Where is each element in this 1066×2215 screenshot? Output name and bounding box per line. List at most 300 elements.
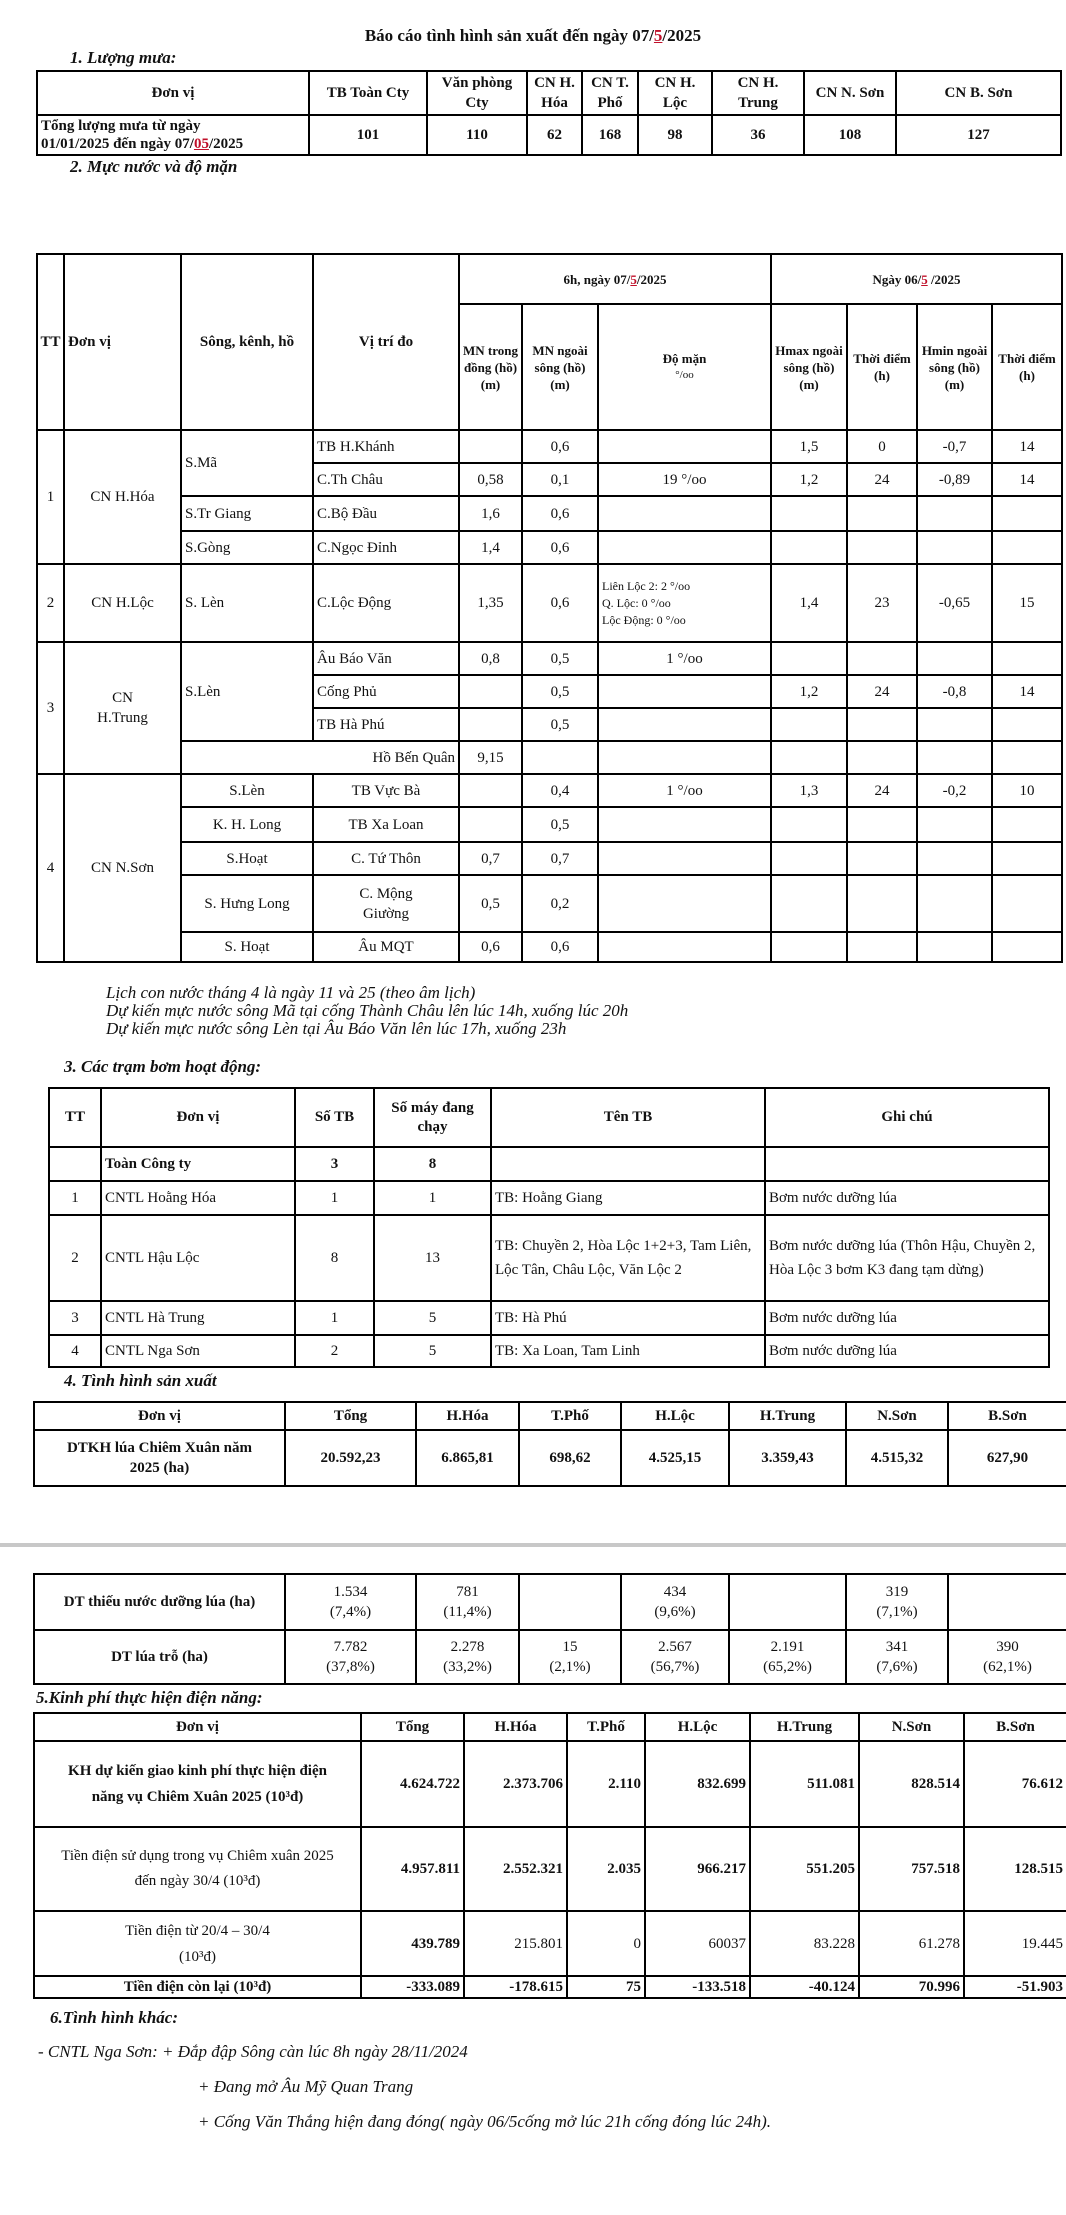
group2-month: 5 bbox=[921, 271, 928, 287]
row-label-line2 bbox=[41, 135, 305, 153]
salinity: 1 °/oo bbox=[598, 642, 771, 675]
count: 8 bbox=[295, 1215, 374, 1301]
pumps-table bbox=[48, 1087, 1050, 1368]
time2 bbox=[992, 932, 1062, 962]
value: 966.217 bbox=[645, 1827, 750, 1911]
hmax bbox=[771, 875, 847, 932]
mn-out: 0,5 bbox=[522, 642, 598, 675]
location: Âu Báo Văn bbox=[313, 642, 459, 675]
mn-out: 0,6 bbox=[522, 496, 598, 531]
mn-in: 0,6 bbox=[459, 932, 522, 962]
plan-value: 698,62 bbox=[519, 1430, 621, 1486]
header-time1: Thời điểm (h) bbox=[847, 304, 917, 430]
time2: 14 bbox=[992, 675, 1062, 708]
time2 bbox=[992, 708, 1062, 741]
time1 bbox=[847, 932, 917, 962]
header-hmax: Hmax ngoài sông (hồ) (m) bbox=[771, 304, 847, 430]
time2 bbox=[992, 807, 1062, 842]
names: TB: Hoằng Giang bbox=[491, 1181, 765, 1215]
table-row bbox=[49, 1335, 1049, 1367]
location: Cống Phủ bbox=[313, 675, 459, 708]
header-tt: TT bbox=[37, 254, 64, 430]
location: Âu MQT bbox=[313, 932, 459, 962]
value: 76.612 bbox=[964, 1741, 1066, 1827]
value: 4.957.811 bbox=[361, 1827, 464, 1911]
time2 bbox=[992, 842, 1062, 875]
mn-out: 0,5 bbox=[522, 708, 598, 741]
value: 439.789 bbox=[361, 1911, 464, 1976]
tt: 1 bbox=[49, 1181, 101, 1215]
hmax bbox=[771, 708, 847, 741]
table-row bbox=[37, 875, 1062, 932]
header-col: N.Sơn bbox=[846, 1402, 948, 1430]
plan-value: 20.592,23 bbox=[285, 1430, 416, 1486]
river: K. H. Long bbox=[181, 807, 313, 842]
title-month: 5 bbox=[653, 26, 663, 45]
title-suffix: /2025 bbox=[662, 26, 702, 45]
mn-in: 1,4 bbox=[459, 531, 522, 564]
hmin bbox=[917, 932, 992, 962]
value: 128.515 bbox=[964, 1827, 1066, 1911]
time1 bbox=[847, 642, 917, 675]
header-location: Vị trí đo bbox=[313, 254, 459, 430]
value: 781 bbox=[456, 1584, 479, 1600]
table-row bbox=[37, 807, 1062, 842]
table-row bbox=[34, 1574, 1066, 1630]
time1 bbox=[847, 741, 917, 774]
rainfall-value: 108 bbox=[804, 115, 896, 155]
running: 13 bbox=[374, 1215, 491, 1301]
plan-value: 6.865,81 bbox=[416, 1430, 519, 1486]
percent: (37,8%) bbox=[326, 1659, 375, 1675]
time1 bbox=[847, 531, 917, 564]
rainfall-value: 36 bbox=[712, 115, 804, 155]
table-row bbox=[34, 1911, 1066, 1976]
value: 2.035 bbox=[567, 1827, 645, 1911]
percent: (65,2%) bbox=[763, 1659, 812, 1675]
group1-month: 5 bbox=[630, 271, 637, 287]
group-tt: 1 bbox=[37, 430, 64, 564]
hmax bbox=[771, 741, 847, 774]
value: 15 bbox=[562, 1639, 578, 1655]
heading-cell bbox=[519, 1630, 621, 1684]
percent: (9,6%) bbox=[654, 1604, 696, 1620]
river: S.Mã bbox=[181, 430, 313, 496]
percent: (2,1%) bbox=[549, 1659, 591, 1675]
location: TB Vực Bà bbox=[313, 774, 459, 807]
note: Bơm nước dưỡng lúa bbox=[765, 1335, 1049, 1367]
heading-cell bbox=[948, 1630, 1066, 1684]
row-label: Tiền điện sử dụng trong vụ Chiêm xuân 2025 đến ngày 30/4 (10³đ) bbox=[34, 1827, 361, 1911]
heading-cell bbox=[846, 1630, 948, 1684]
value: 390 bbox=[996, 1639, 1019, 1655]
time2 bbox=[992, 642, 1062, 675]
header-time2: Thời điểm (h) bbox=[992, 304, 1062, 430]
hmax: 1,4 bbox=[771, 564, 847, 642]
heading-cell bbox=[621, 1630, 729, 1684]
names bbox=[491, 1147, 765, 1181]
header-hmin: Hmin ngoài sông (hồ) (m) bbox=[917, 304, 992, 430]
header-col: B.Sơn bbox=[948, 1402, 1066, 1430]
value: 1.534 bbox=[333, 1584, 368, 1600]
percent: (56,7%) bbox=[650, 1659, 700, 1675]
salinity bbox=[598, 842, 771, 875]
header-col: CN H. Lộc bbox=[638, 71, 712, 115]
header-col: T.Phố bbox=[567, 1713, 645, 1741]
note-line: Dự kiến mực nước sông Lèn tại Âu Báo Văn lên lúc 17h, xuống 23h bbox=[106, 1019, 567, 1038]
header-col: TB Toàn Cty bbox=[309, 71, 427, 115]
mn-out: 0,6 bbox=[522, 564, 598, 642]
group-tt: 2 bbox=[37, 564, 64, 642]
header-unit: Đơn vị bbox=[37, 71, 309, 115]
header-col: H.Trung bbox=[750, 1713, 859, 1741]
salinity-line: Q. Lộc: 0 °/oo bbox=[602, 595, 671, 610]
table-row bbox=[37, 642, 1062, 675]
value: -51.903 bbox=[964, 1976, 1066, 1998]
header-tt: TT bbox=[49, 1088, 101, 1147]
salinity-unit: °/oo bbox=[675, 369, 694, 381]
value: 2.110 bbox=[567, 1741, 645, 1827]
hmin bbox=[917, 807, 992, 842]
mn-in: 1,35 bbox=[459, 564, 522, 642]
header-col: CN B. Sơn bbox=[896, 71, 1061, 115]
hmax bbox=[771, 531, 847, 564]
section-6-heading: 6.Tình hình khác: bbox=[50, 2008, 179, 2027]
plan-value: 4.525,15 bbox=[621, 1430, 729, 1486]
table-row bbox=[37, 774, 1062, 807]
header-col: T.Phố bbox=[519, 1402, 621, 1430]
hmin bbox=[917, 741, 992, 774]
hmax: 1,2 bbox=[771, 463, 847, 496]
running: 1 bbox=[374, 1181, 491, 1215]
value: 2.373.706 bbox=[464, 1741, 567, 1827]
header-col: Tổng bbox=[285, 1402, 416, 1430]
header-mn-in: MN trong đồng (hồ) (m) bbox=[459, 304, 522, 430]
value: -178.615 bbox=[464, 1976, 567, 1998]
value: 7.782 bbox=[333, 1639, 368, 1655]
hmax bbox=[771, 932, 847, 962]
group-unit: CN H.Hóa bbox=[64, 430, 181, 564]
header-col: H.Hóa bbox=[416, 1402, 519, 1430]
salinity bbox=[598, 430, 771, 463]
mn-in bbox=[459, 708, 522, 741]
header-unit: Đơn vị bbox=[34, 1402, 285, 1430]
mn-out bbox=[522, 741, 598, 774]
header-col: CN T. Phố bbox=[582, 71, 638, 115]
value: 70.996 bbox=[859, 1976, 964, 1998]
running: 8 bbox=[374, 1147, 491, 1181]
hmax bbox=[771, 807, 847, 842]
mn-in: 0,8 bbox=[459, 642, 522, 675]
plan-value: 627,90 bbox=[948, 1430, 1066, 1486]
salinity bbox=[598, 708, 771, 741]
salinity-line: Liên Lộc 2: 2 °/oo bbox=[602, 578, 691, 593]
salinity bbox=[598, 741, 771, 774]
mn-in bbox=[459, 807, 522, 842]
mn-in: 0,7 bbox=[459, 842, 522, 875]
hmin: -0,2 bbox=[917, 774, 992, 807]
header-col: H.Trung bbox=[729, 1402, 846, 1430]
tt: 3 bbox=[49, 1301, 101, 1335]
salinity bbox=[598, 875, 771, 932]
heading-label: DT lúa trỗ (ha) bbox=[34, 1630, 285, 1684]
mn-in bbox=[459, 675, 522, 708]
river: S. Lèn bbox=[181, 564, 313, 642]
value: 2.552.321 bbox=[464, 1827, 567, 1911]
running: 5 bbox=[374, 1335, 491, 1367]
row-label-line1: Tổng lượng mưa từ ngày bbox=[41, 118, 201, 134]
mn-in: 1,6 bbox=[459, 496, 522, 531]
row-label: KH dự kiến giao kinh phí thực hiện điện năng vụ Chiêm Xuân 2025 (10³đ) bbox=[34, 1741, 361, 1827]
mn-out: 0,7 bbox=[522, 842, 598, 875]
percent: (11,4%) bbox=[443, 1604, 492, 1620]
group-unit: CN H.Lộc bbox=[64, 564, 181, 642]
names: TB: Xa Loan, Tam Linh bbox=[491, 1335, 765, 1367]
shortage-cell bbox=[285, 1574, 416, 1630]
count: 3 bbox=[295, 1147, 374, 1181]
tt: 2 bbox=[49, 1215, 101, 1301]
header-col: Văn phòng Cty bbox=[427, 71, 527, 115]
unit: CNTL Hà Trung bbox=[101, 1301, 295, 1335]
running: 5 bbox=[374, 1301, 491, 1335]
header-col: H.Lộc bbox=[621, 1402, 729, 1430]
row-label-prefix: 01/01/2025 đến ngày 07/ bbox=[41, 136, 194, 152]
note: Bơm nước dưỡng lúa bbox=[765, 1301, 1049, 1335]
heading-cell bbox=[416, 1630, 519, 1684]
header-unit: Đơn vị bbox=[101, 1088, 295, 1147]
group-unit: CN N.Sơn bbox=[64, 774, 181, 962]
table-row bbox=[34, 1630, 1066, 1684]
note bbox=[765, 1147, 1049, 1181]
group2-suffix: /2025 bbox=[927, 271, 961, 287]
header-col: H.Lộc bbox=[645, 1713, 750, 1741]
value: 2.278 bbox=[450, 1639, 485, 1655]
names: TB: Hà Phú bbox=[491, 1301, 765, 1335]
hmax bbox=[771, 642, 847, 675]
time1: 24 bbox=[847, 675, 917, 708]
section-3-heading: 3. Các trạm bơm hoạt động: bbox=[64, 1057, 262, 1076]
table-row bbox=[37, 430, 1062, 463]
mn-in: 0,58 bbox=[459, 463, 522, 496]
salinity-line: Lộc Động: 0 °/oo bbox=[602, 612, 686, 627]
mn-out: 0,5 bbox=[522, 807, 598, 842]
header-count: Số TB bbox=[295, 1088, 374, 1147]
header-unit: Đơn vị bbox=[64, 254, 181, 430]
salinity: 19 °/oo bbox=[598, 463, 771, 496]
table-row bbox=[37, 842, 1062, 875]
rainfall-value: 127 bbox=[896, 115, 1061, 155]
header-col: CN H. Trung bbox=[712, 71, 804, 115]
location: C.Ngọc Đỉnh bbox=[313, 531, 459, 564]
time1: 24 bbox=[847, 463, 917, 496]
mn-out: 0,6 bbox=[522, 932, 598, 962]
location: TB Hà Phú bbox=[313, 708, 459, 741]
location: C. Tứ Thôn bbox=[313, 842, 459, 875]
hmax bbox=[771, 842, 847, 875]
section-4-heading: 4. Tình hình sản xuất bbox=[64, 1371, 217, 1390]
row-label: Tiền điện từ 20/4 – 30/4 (10³đ) bbox=[34, 1911, 361, 1976]
value: 75 bbox=[567, 1976, 645, 1998]
time1 bbox=[847, 807, 917, 842]
rainfall-value: 101 bbox=[309, 115, 427, 155]
tt bbox=[49, 1147, 101, 1181]
time2 bbox=[992, 531, 1062, 564]
shortage-cell bbox=[948, 1574, 1066, 1630]
shortage-cell bbox=[621, 1574, 729, 1630]
time2: 14 bbox=[992, 430, 1062, 463]
header-col: CN N. Sơn bbox=[804, 71, 896, 115]
salinity bbox=[598, 932, 771, 962]
hmin bbox=[917, 531, 992, 564]
note-line: Lịch con nước tháng 4 là ngày 11 và 25 (theo âm lịch) bbox=[106, 983, 476, 1002]
unit: CNTL Nga Sơn bbox=[101, 1335, 295, 1367]
value: 757.518 bbox=[859, 1827, 964, 1911]
note: Bơm nước dưỡng lúa (Thôn Hậu, Chuyền 2, Hòa Lộc 3 bơm K3 đang tạm dừng) bbox=[765, 1215, 1049, 1301]
hmin bbox=[917, 875, 992, 932]
header-group-06-5 bbox=[771, 254, 1062, 304]
rainfall-value: 62 bbox=[527, 115, 582, 155]
value: -40.124 bbox=[750, 1976, 859, 1998]
section-5-heading: 5.Kinh phí thực hiện điện năng: bbox=[36, 1688, 263, 1707]
mn-out: 0,5 bbox=[522, 675, 598, 708]
header-names: Tên TB bbox=[491, 1088, 765, 1147]
rainfall-value: 168 bbox=[582, 115, 638, 155]
table-row bbox=[37, 564, 1062, 642]
tt: 4 bbox=[49, 1335, 101, 1367]
percent: (62,1%) bbox=[983, 1659, 1032, 1675]
rainfall-value: 110 bbox=[427, 115, 527, 155]
names: TB: Chuyền 2, Hòa Lộc 1+2+3, Tam Liên, Lộc Tân, Châu Lộc, Văn Lộc 2 bbox=[491, 1215, 765, 1301]
header-running: Số máy đang chạy bbox=[374, 1088, 491, 1147]
salinity bbox=[598, 675, 771, 708]
note-line: Dự kiến mực nước sông Mã tại cống Thành Châu lên lúc 14h, xuống lúc 20h bbox=[106, 1001, 629, 1020]
river: S. Hưng Long bbox=[181, 875, 313, 932]
river: S.Tr Giang bbox=[181, 496, 313, 531]
count: 1 bbox=[295, 1301, 374, 1335]
hmax: 1,3 bbox=[771, 774, 847, 807]
mn-out: 0,6 bbox=[522, 430, 598, 463]
table-row-total bbox=[49, 1147, 1049, 1181]
table-row bbox=[37, 741, 1062, 774]
production-table bbox=[33, 1401, 1066, 1487]
time1: 23 bbox=[847, 564, 917, 642]
header-col: H.Hóa bbox=[464, 1713, 567, 1741]
mn-out: 0,4 bbox=[522, 774, 598, 807]
production-table-continued bbox=[33, 1573, 1066, 1685]
unit: Toàn Công ty bbox=[101, 1147, 295, 1181]
plan-value: 3.359,43 bbox=[729, 1430, 846, 1486]
group-tt: 4 bbox=[37, 774, 64, 962]
value: 83.228 bbox=[750, 1911, 859, 1976]
shortage-cell bbox=[416, 1574, 519, 1630]
percent: (7,4%) bbox=[329, 1604, 372, 1620]
rainfall-table bbox=[36, 70, 1062, 156]
heading-cell bbox=[729, 1630, 846, 1684]
hmin: -0,65 bbox=[917, 564, 992, 642]
table-row bbox=[34, 1430, 1066, 1486]
section-2-heading: 2. Mực nước và độ mặn bbox=[70, 157, 238, 176]
river: S.Gòng bbox=[181, 531, 313, 564]
river: S.Lèn bbox=[181, 774, 313, 807]
percent: (7,6%) bbox=[876, 1659, 918, 1675]
hmin: -0,89 bbox=[917, 463, 992, 496]
header-col: Tổng bbox=[361, 1713, 464, 1741]
count: 1 bbox=[295, 1181, 374, 1215]
header-river: Sông, kênh, hồ bbox=[181, 254, 313, 430]
other-line: + Cống Văn Thắng hiện đang đóng( ngày 06/5cống mở lúc 21h cống đóng lúc 24h). bbox=[198, 2112, 771, 2131]
table-row bbox=[34, 1827, 1066, 1911]
note: Bơm nước dưỡng lúa bbox=[765, 1181, 1049, 1215]
group1-suffix: /2025 bbox=[636, 271, 667, 287]
location: TB Xa Loan bbox=[313, 807, 459, 842]
header-col: CN H. Hóa bbox=[527, 71, 582, 115]
time2: 14 bbox=[992, 463, 1062, 496]
value: 551.205 bbox=[750, 1827, 859, 1911]
count: 2 bbox=[295, 1335, 374, 1367]
header-group-07-5 bbox=[459, 254, 771, 304]
electricity-table bbox=[33, 1712, 1066, 1999]
location: TB H.Khánh bbox=[313, 430, 459, 463]
header-salinity bbox=[598, 304, 771, 430]
hmax: 1,5 bbox=[771, 430, 847, 463]
mn-in bbox=[459, 430, 522, 463]
rainfall-row-label bbox=[37, 115, 309, 155]
row-label-suffix: /2025 bbox=[208, 136, 244, 152]
header-col: N.Sơn bbox=[859, 1713, 964, 1741]
value: 511.081 bbox=[750, 1741, 859, 1827]
time1 bbox=[847, 496, 917, 531]
title-prefix: Báo cáo tình hình sản xuất đến ngày 07/ bbox=[364, 26, 654, 45]
header-note: Ghi chú bbox=[765, 1088, 1049, 1147]
river: S.Lèn bbox=[181, 642, 313, 741]
river: S. Hoạt bbox=[181, 932, 313, 962]
mn-in bbox=[459, 774, 522, 807]
table-row bbox=[49, 1215, 1049, 1301]
value: -133.518 bbox=[645, 1976, 750, 1998]
location: C. Mộng Giường bbox=[313, 875, 459, 932]
salinity bbox=[598, 807, 771, 842]
table-row bbox=[37, 932, 1062, 962]
table-row bbox=[34, 1741, 1066, 1827]
value: 19.445 bbox=[964, 1911, 1066, 1976]
unit: CNTL Hậu Lộc bbox=[101, 1215, 295, 1301]
table-row bbox=[37, 496, 1062, 531]
value: 828.514 bbox=[859, 1741, 964, 1827]
table-row bbox=[49, 1181, 1049, 1215]
row-label: Tiền điện còn lại (10³đ) bbox=[34, 1976, 361, 1998]
header-unit: Đơn vị bbox=[34, 1713, 361, 1741]
mn-out: 0,1 bbox=[522, 463, 598, 496]
value: 0 bbox=[567, 1911, 645, 1976]
hmax: 1,2 bbox=[771, 675, 847, 708]
value: 60037 bbox=[645, 1911, 750, 1976]
group1-prefix: 6h, ngày 07/ bbox=[563, 271, 631, 287]
location: C.Lộc Động bbox=[313, 564, 459, 642]
report-title bbox=[0, 26, 1066, 46]
hmin bbox=[917, 708, 992, 741]
group-tt: 3 bbox=[37, 642, 64, 774]
page-separator bbox=[0, 1543, 1066, 1547]
shortage-cell bbox=[846, 1574, 948, 1630]
time1 bbox=[847, 842, 917, 875]
header-mn-out: MN ngoài sông (hồ) (m) bbox=[522, 304, 598, 430]
water-level-table bbox=[36, 253, 1063, 963]
mn-out: 0,6 bbox=[522, 531, 598, 564]
shortage-cell bbox=[729, 1574, 846, 1630]
hmin bbox=[917, 842, 992, 875]
time1 bbox=[847, 875, 917, 932]
location: C.Th Châu bbox=[313, 463, 459, 496]
